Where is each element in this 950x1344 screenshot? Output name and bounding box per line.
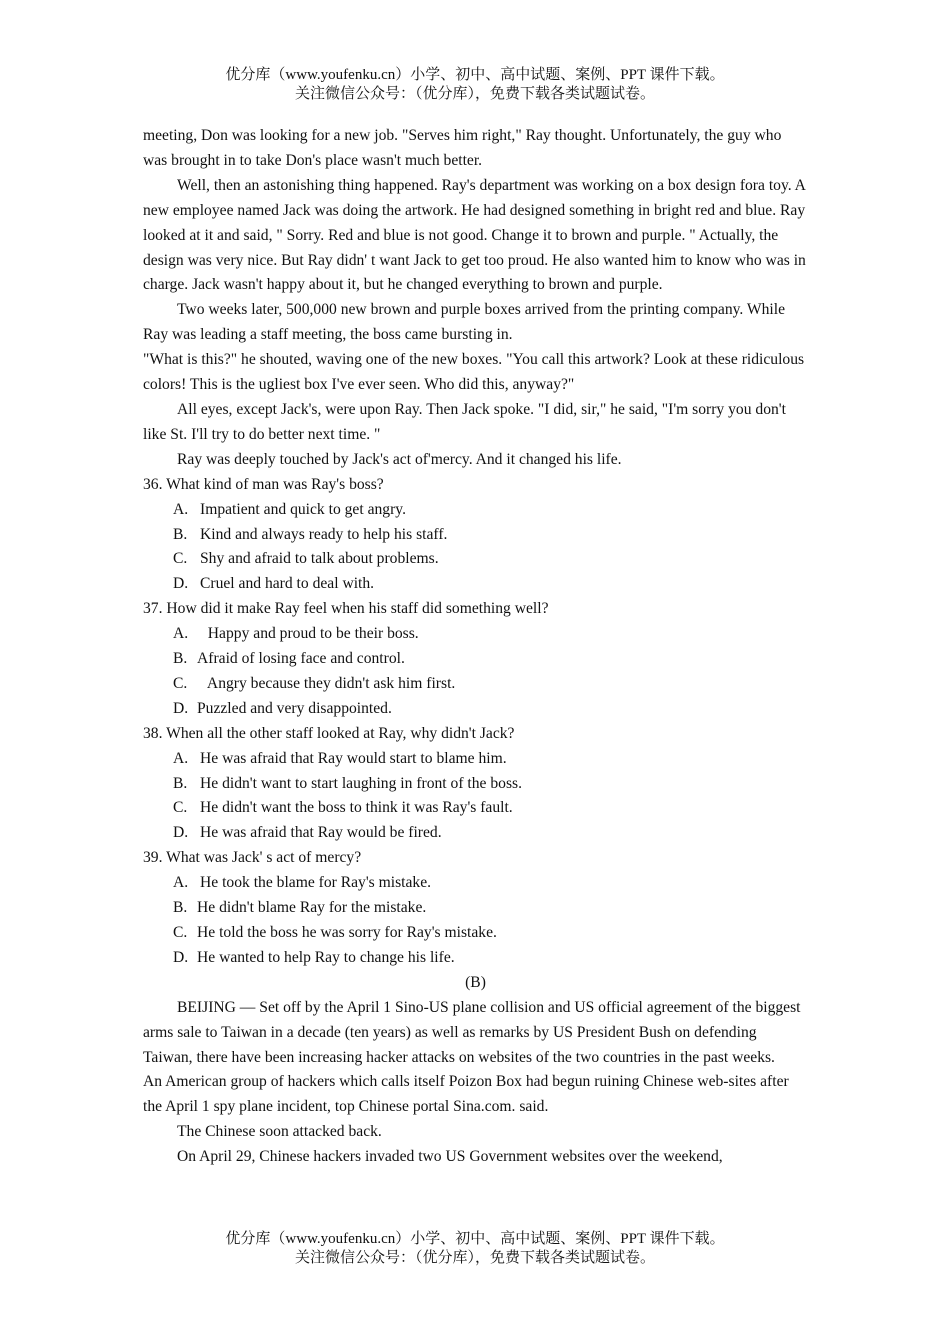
- option-text: Shy and afraid to talk about problems.: [200, 550, 439, 568]
- question-stem: 36. What kind of man was Ray's boss?: [143, 475, 384, 493]
- header-line-1: 优分库（www.youfenku.cn）小学、初中、高中试题、案例、PPT 课件下载。: [225, 67, 725, 83]
- option-letter: C.: [173, 550, 188, 568]
- question-37: [143, 597, 808, 722]
- option-text: He didn't want to start laughing in front of the boss.: [200, 774, 523, 792]
- question-stem: 39. What was Jack' s act of mercy?: [143, 849, 362, 867]
- passage-a-paragraph: Two weeks later, 500,000 new brown and purple boxes arrived from the printing company. While Ray was leading a staff meeting, the boss came bursting in.: [143, 301, 786, 344]
- option-letter: C.: [173, 674, 188, 692]
- answer-option: [143, 572, 808, 597]
- option-letter: B.: [173, 650, 188, 668]
- page-header: [0, 66, 950, 104]
- option-letter: B.: [173, 525, 188, 543]
- document-body: [143, 124, 808, 1170]
- option-letter: D.: [173, 575, 189, 593]
- answer-option: [143, 672, 808, 697]
- passage-a-paragraph: "What is this?" he shouted, waving one of the new boxes. "You call this artwork? Look at these ridiculous colors! This is the ugliest box I've ever seen. Who did this, anyway?": [143, 351, 805, 394]
- option-text: He told the boss he was sorry for Ray's mistake.: [197, 924, 497, 941]
- answer-option: [143, 796, 808, 821]
- answer-option: [143, 896, 808, 921]
- answer-option: [143, 946, 808, 971]
- option-text: He didn't want the boss to think it was Ray's fault.: [200, 799, 513, 817]
- option-text: Angry because they didn't ask him first.: [200, 674, 456, 692]
- header-line-2: 关注微信公众号：（优分库），免费下载各类试题试卷。: [294, 86, 655, 102]
- option-letter: D.: [173, 948, 189, 966]
- option-letter: A.: [173, 749, 189, 767]
- option-letter: D.: [173, 699, 189, 717]
- passage-b-paragraph: On April 29, Chinese hackers invaded two US Government websites over the weekend,: [177, 1148, 723, 1166]
- section-heading: (B): [465, 973, 486, 991]
- option-text: He didn't blame Ray for the mistake.: [197, 899, 427, 917]
- answer-option: [143, 871, 808, 896]
- answer-option: [143, 498, 808, 523]
- answer-option: [143, 523, 808, 548]
- answer-option: [143, 647, 808, 672]
- option-text: Afraid of losing face and control.: [197, 650, 405, 668]
- option-text: Cruel and hard to deal with.: [200, 575, 375, 593]
- passage-b-paragraph: An American group of hackers which calls itself Poizon Box had begun ruining Chinese web-sites after the April 1 spy plane incident, top Chinese portal Sina.com. said.: [143, 1073, 789, 1116]
- question-36: [143, 473, 808, 598]
- page-footer: [0, 1230, 950, 1268]
- option-text: Happy and proud to be their boss.: [200, 625, 419, 643]
- passage-b-paragraph: BEIJING — Set off by the April 1 Sino-US plane collision and US official agreement of the biggest arms sale to Taiwan in a decade (ten years) as well as remarks by US President Bush on defending Taiwan, there have been increasing hacker attacks on websites of the two countries in the past weeks.: [143, 998, 801, 1066]
- option-text: He was afraid that Ray would start to blame him.: [200, 749, 507, 767]
- option-letter: A.: [173, 500, 189, 518]
- option-letter: C.: [173, 799, 188, 817]
- passage-a-paragraph: meeting, Don was looking for a new job. "Serves him right," Ray thought. Unfortunately, the guy who was brought in to take Don's place wasn't much better.: [143, 127, 782, 169]
- answer-option: [143, 921, 808, 946]
- option-text: He was afraid that Ray would be fired.: [200, 824, 442, 842]
- question-38: [143, 722, 808, 847]
- answer-option: [143, 747, 808, 772]
- option-text: Impatient and quick to get angry.: [200, 500, 406, 518]
- option-letter: D.: [173, 824, 189, 842]
- footer-line-1: 优分库（www.youfenku.cn）小学、初中、高中试题、案例、PPT 课件下载。: [225, 1231, 725, 1247]
- option-letter: B.: [173, 774, 188, 792]
- option-letter: A.: [173, 874, 189, 892]
- answer-option: [143, 547, 808, 572]
- question-stem: 38. When all the other staff looked at Ray, why didn't Jack?: [143, 724, 515, 742]
- option-letter: B.: [173, 899, 188, 917]
- passage-b-paragraph: The Chinese soon attacked back.: [177, 1123, 382, 1141]
- answer-option: [143, 622, 808, 647]
- option-text: Kind and always ready to help his staff.: [200, 525, 448, 543]
- option-text: He wanted to help Ray to change his life.: [197, 948, 455, 966]
- question-stem: 37. How did it make Ray feel when his staff did something well?: [143, 600, 549, 618]
- answer-option: [143, 821, 808, 846]
- passage-a-paragraph: Well, then an astonishing thing happened. Ray's department was working on a box design fora toy. A new employee named Jack was doing the artwork. He had designed something in bright red and blue. Ray looked at it and said, " Sorry. Red and blue is not good. Change it to brown and purple. " Actually, the design was very nice. But Ray didn' t want Jack to get too proud. He also wanted him to know who was in charge. Jack wasn't happy about it, but he changed everything to brown and purple.: [143, 176, 806, 294]
- passage-a-paragraph: Ray was deeply touched by Jack's act of'mercy. And it changed his life.: [177, 450, 622, 468]
- passage-a-paragraph: All eyes, except Jack's, were upon Ray. Then Jack spoke. "I did, sir," he said, "I'm sorry you don't like St. I'll try to do better next time. ": [143, 400, 786, 443]
- option-letter: A.: [173, 625, 189, 643]
- answer-option: [143, 697, 808, 722]
- answer-option: [143, 772, 808, 797]
- option-letter: C.: [173, 924, 188, 941]
- option-text: Puzzled and very disappointed.: [197, 699, 392, 717]
- question-39: [143, 846, 808, 971]
- footer-line-2: 关注微信公众号：（优分库），免费下载各类试题试卷。: [294, 1250, 655, 1266]
- option-text: He took the blame for Ray's mistake.: [200, 874, 432, 892]
